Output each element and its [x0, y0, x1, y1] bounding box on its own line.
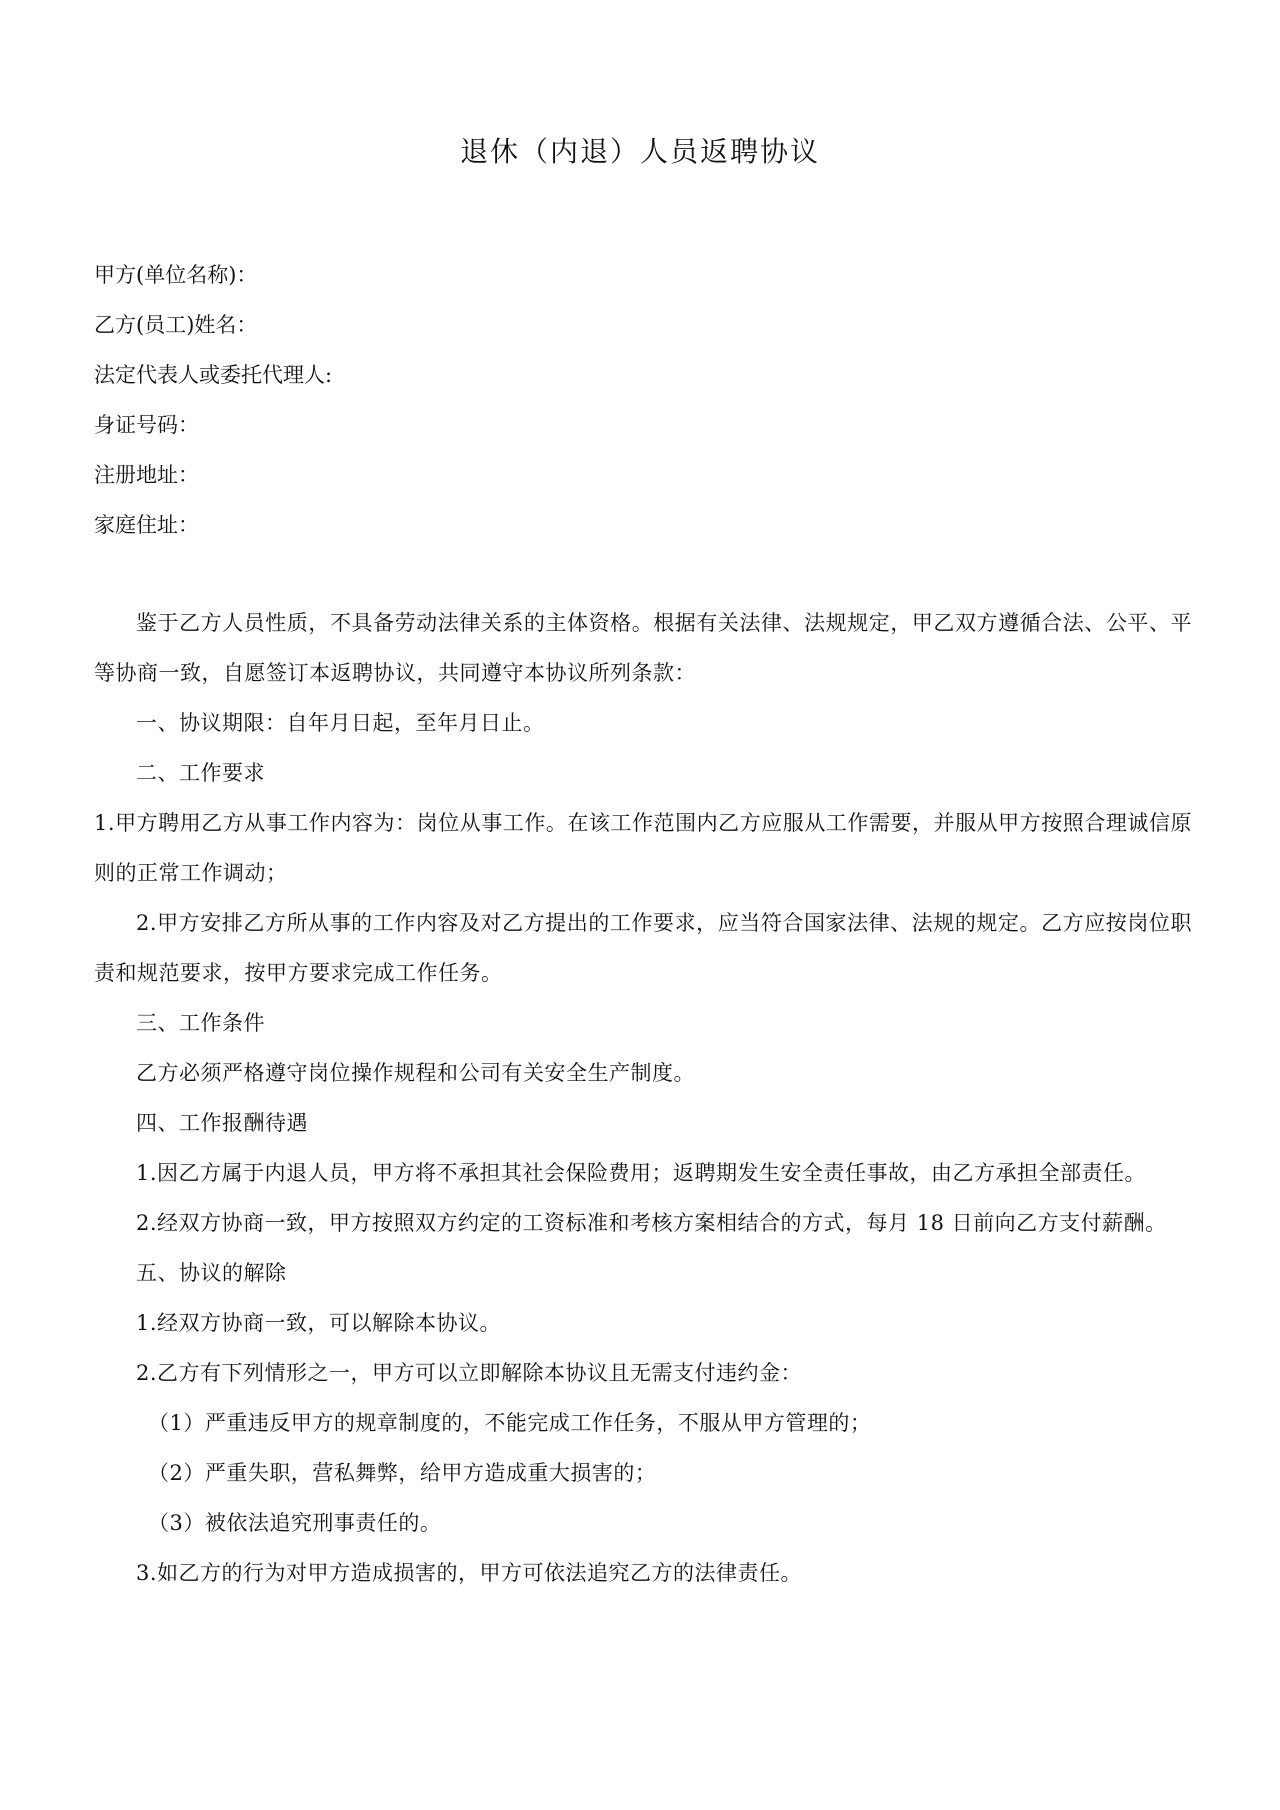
party-b-name-field: 乙方(员工)姓名： [94, 313, 258, 337]
legal-representative-field: 法定代表人或委托代理人: [94, 363, 333, 387]
section-4-heading: 四、工作报酬待遇 [136, 1111, 308, 1135]
section-2-heading: 二、工作要求 [136, 761, 265, 785]
party-info-fields [94, 250, 1194, 550]
party-a-name-field: 甲方(单位名称)： [94, 263, 258, 287]
section-5-subclause-2: （2）严重失职，营私舞弊，给甲方造成重大损害的； [148, 1461, 657, 1485]
agreement-body [94, 598, 1192, 1598]
section-5-heading: 五、协议的解除 [136, 1261, 287, 1285]
section-3-clause: 乙方必须严格遵守岗位操作规程和公司有关安全生产制度。 [136, 1061, 695, 1085]
section-2-clause-2: 2.甲方安排乙方所从事的工作内容及对乙方提出的工作要求，应当符合国家法律、法规的规定。乙方应按岗位职责和规范要求，按甲方要求完成工作任务。 [94, 911, 1192, 985]
document-title: 退休（内退）人员返聘协议 [459, 135, 820, 168]
id-number-field: 身证号码： [94, 413, 199, 437]
section-5-clause-3: 3.如乙方的行为对甲方造成损害的，甲方可依法追究乙方的法律责任。 [136, 1561, 803, 1585]
section-5-subclause-1: （1）严重违反甲方的规章制度的，不能完成工作任务，不服从甲方管理的； [148, 1411, 872, 1435]
section-3-heading: 三、工作条件 [136, 1011, 265, 1035]
section-5-subclause-3: （3）被依法追究刑事责任的。 [148, 1511, 442, 1535]
section-4-clause-2: 2.经双方协商一致，甲方按照双方约定的工资标准和考核方案相结合的方式，每月 18 日前向乙方支付薪酬。 [136, 1211, 1167, 1235]
section-2-clause-1: 1.甲方聘用乙方从事工作内容为：岗位从事工作。在该工作范围内乙方应服从工作需要，并服从甲方按照合理诚信原则的正常工作调动； [94, 811, 1192, 885]
registered-address-field: 注册地址： [94, 463, 199, 487]
section-5-clause-2: 2.乙方有下列情形之一，甲方可以立即解除本协议且无需支付违约金： [136, 1361, 803, 1385]
home-address-field: 家庭住址： [94, 513, 199, 537]
section-5-clause-1: 1.经双方协商一致，可以解除本协议。 [136, 1311, 502, 1335]
section-4-clause-1: 1.因乙方属于内退人员，甲方将不承担其社会保险费用；返聘期发生安全责任事故，由乙方承担全部责任。 [136, 1161, 1147, 1185]
section-1-term: 一、协议期限：自年月日起，至年月日止。 [136, 711, 545, 735]
preamble-paragraph: 鉴于乙方人员性质，不具备劳动法律关系的主体资格。根据有关法律、法规规定，甲乙双方遵循合法、公平、平等协商一致，自愿签订本返聘协议，共同遵守本协议所列条款： [94, 611, 1192, 685]
